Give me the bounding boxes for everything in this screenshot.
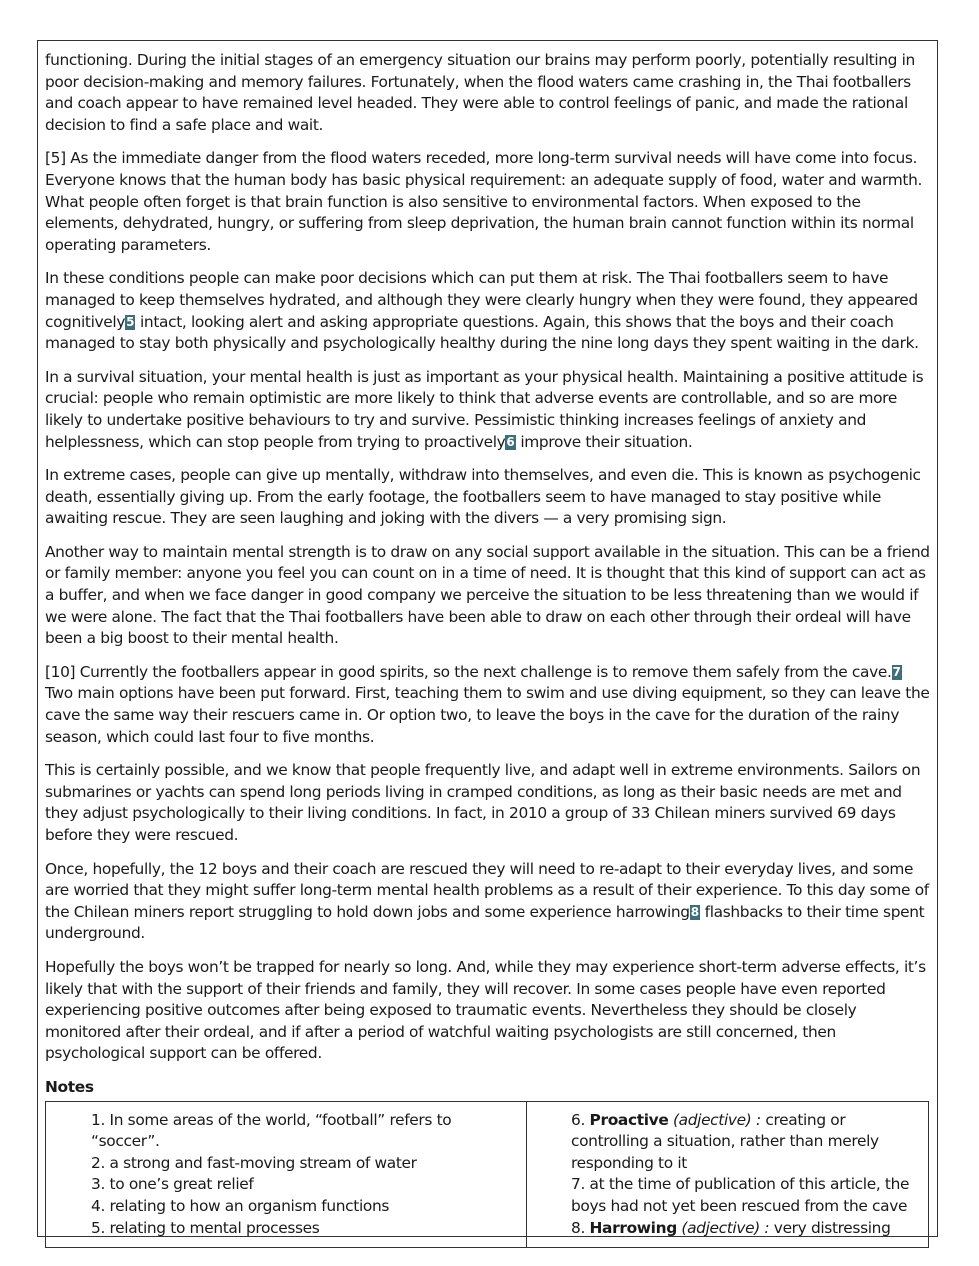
paragraph-6: Another way to maintain mental strength is to draw on any social support available in the situation. This can be a friend or family member: anyone you feel you can count on in a time of need. It is thought that this kind of support can act as a buffer, and when we face danger in good company we perceive the situation to be less threatening than we would if we were alone. The fact that the Thai footballers have been able to draw on each other through their ordeal will have been a big boost to their mental health. xyxy=(45,542,930,648)
note-7: 7. at the time of publication of this article, the boys had not yet been rescued from the cave xyxy=(571,1175,910,1215)
footnote-marker-7: 7 xyxy=(892,664,901,679)
paragraph-10: Hopefully the boys won’t be trapped for nearly so long. And, while they may experience short-term adverse effects, it’s likely that with the support of their friends and family, they will recover. In some cases people have even reported experiencing positive outcomes after being exposed to traumatic events. Nevertheless they should be closely monitored after their ordeal, and if after a period of watchful waiting psychologists are still concerned, then psychological support can be offered. xyxy=(45,957,926,1063)
note-6: 6. Proactive (adjective) : creating or controlling a situation, rather than merely responding to it xyxy=(571,1110,879,1172)
notes-right-column xyxy=(527,1102,927,1248)
footnote-marker-5: 5 xyxy=(126,314,135,329)
note-4: 4. relating to how an organism functions xyxy=(91,1196,390,1215)
paragraph-4: In a survival situation, your mental health is just as important as your physical health. Maintaining a positive attitude is crucial: people who remain optimistic are more likely to think that adverse events are controllable, and so are more likely to undertake positive behaviours to try and survive. Pessimistic thinking increases feelings of anxiety and helplessness, which can stop people from trying to proactively6 improve their situation. xyxy=(45,367,924,451)
note-5: 5. relating to mental processes xyxy=(91,1218,320,1237)
paragraph-9: Once, hopefully, the 12 boys and their coach are rescued they will need to re-adapt to their everyday lives, and some are worried that they might suffer long-term mental health problems as a result of their experience. To this day some of the Chilean miners report struggling to hold down jobs and some experience harrowing8 flashbacks to their time spent underground. xyxy=(45,859,929,943)
notes-left-column xyxy=(46,1102,527,1248)
paragraph-2: [5] As the immediate danger from the flood waters receded, more long-term survival needs will have come into focus. Everyone knows that the human body has basic physical requirement: an adequate supply of food, water and warmth. What people often forget is that brain function is also sensitive to environmental factors. When exposed to the elements, dehydrated, hungry, or suffering from sleep deprivation, the human brain cannot function within its normal operating parameters. xyxy=(45,149,923,254)
footnote-marker-6: 6 xyxy=(506,434,515,449)
notes-box xyxy=(45,1101,929,1249)
paragraph-7: [10] Currently the footballers appear in good spirits, so the next challenge is to remove them safely from the cave.7 Two main options have been put forward. First, teaching them to swim and use diving equipment, so they can leave the cave the same way their rescuers came in. Or option two, to leave the boys in the cave for the duration of the rainy season, which could last four to five months. xyxy=(45,662,930,746)
note-8: 8. Harrowing (adjective) : very distressing xyxy=(571,1218,891,1237)
paragraph-5: In extreme cases, people can give up mentally, withdraw into themselves, and even die. This is known as psychogenic death, essentially giving up. From the early footage, the footballers seem to have managed to stay positive while awaiting rescue. They are seen laughing and joking with the divers — a very promising sign. xyxy=(45,466,921,528)
note-2: 2. a strong and fast-moving stream of water xyxy=(91,1153,417,1172)
note-1: 1. In some areas of the world, “football” refers to “soccer”. xyxy=(91,1110,452,1151)
notes-title: Notes xyxy=(45,1077,94,1096)
note-3: 3. to one’s great relief xyxy=(91,1175,254,1194)
article-body xyxy=(45,50,933,1248)
footnote-marker-8: 8 xyxy=(690,904,700,919)
paragraph-3: In these conditions people can make poor decisions which can put them at risk. The Thai footballers seem to have managed to keep themselves hydrated, and although they were clearly hungry when they were found, they appeared cognitively5 intact, looking alert and asking appropriate questions. Again, this shows that the boys and their coach managed to stay both physically and psychologically healthy during the nine long days they spent waiting in the dark. xyxy=(45,269,919,353)
paragraph-8: This is certainly possible, and we know that people frequently live, and adapt well in extreme environments. Sailors on submarines or yachts can spend long periods living in cramped conditions, as long as their basic needs are met and they adjust psychologically to their living conditions. In fact, in 2010 a group of 33 Chilean miners survived 69 days before they were rescued. xyxy=(45,761,921,844)
paragraph-1: functioning. During the initial stages of an emergency situation our brains may perform poorly, potentially resulting in poor decision-making and memory failures. Fortunately, when the flood waters came crashing in, the Thai footballers and coach appear to have remained level headed. They were able to control feelings of panic, and made the rational decision to find a safe place and wait. xyxy=(45,51,915,134)
